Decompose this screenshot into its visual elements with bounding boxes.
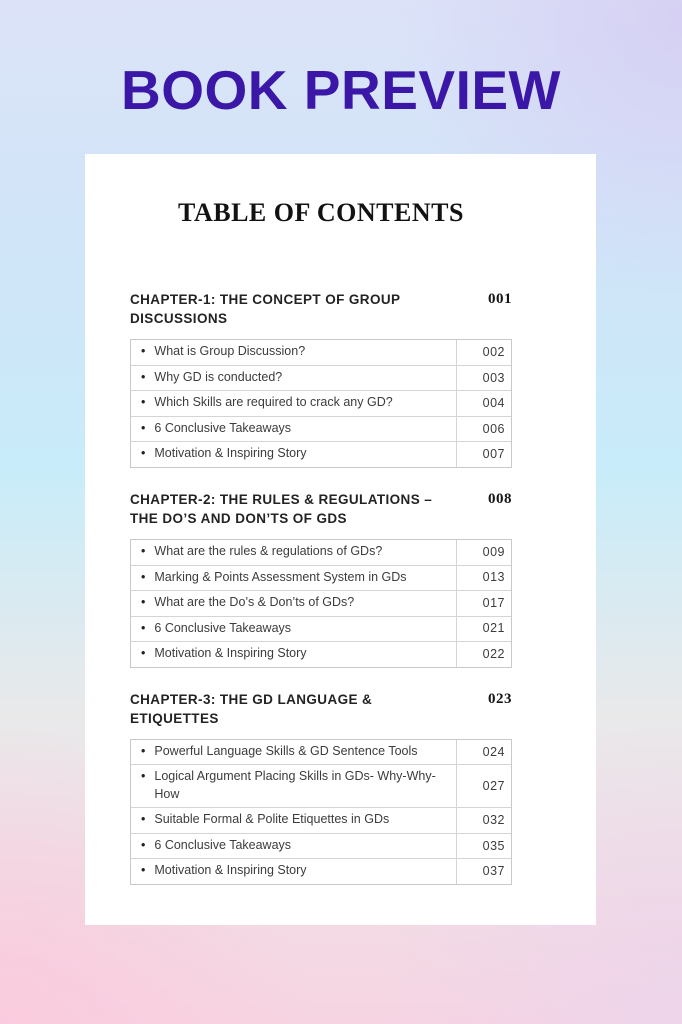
toc-entry-label: Which Skills are required to crack any GD? xyxy=(154,395,393,410)
table-row xyxy=(131,833,511,859)
bullet-icon: • xyxy=(141,544,146,559)
bullet-icon: • xyxy=(141,769,146,784)
bullet-icon: • xyxy=(141,837,146,852)
toc-entry-page: 037 xyxy=(482,864,505,879)
table-row xyxy=(131,740,511,765)
toc-entry xyxy=(131,417,457,442)
toc-entry xyxy=(131,566,457,591)
toc-entry-label: Suitable Formal & Polite Etiquettes in GDs xyxy=(154,812,390,827)
bullet-icon: • xyxy=(141,569,146,584)
chapter-section-2 xyxy=(130,490,512,668)
toc-entry-page: 035 xyxy=(482,838,505,853)
toc-entry xyxy=(131,617,457,642)
bullet-icon: • xyxy=(141,646,146,661)
toc-entry-page: 017 xyxy=(482,595,505,610)
chapter-section-1 xyxy=(130,290,512,468)
table-row xyxy=(131,365,511,391)
bullet-icon: • xyxy=(141,369,146,384)
table-row xyxy=(131,641,511,667)
chapter-3-table xyxy=(130,739,512,885)
toc-entry xyxy=(131,859,457,884)
toc-entry-page: 006 xyxy=(482,421,505,436)
toc-entry xyxy=(131,642,457,667)
table-row xyxy=(131,565,511,591)
toc-entry-page: 004 xyxy=(482,396,505,411)
chapter-1-table xyxy=(130,339,512,468)
table-row xyxy=(131,390,511,416)
toc-page-card xyxy=(85,154,596,925)
bullet-icon: • xyxy=(141,812,146,827)
toc-title: TABLE OF CONTENTS xyxy=(178,198,464,227)
table-row xyxy=(131,416,511,442)
toc-entry-page: 013 xyxy=(482,570,505,585)
toc-entry-label: Marking & Points Assessment System in GDs xyxy=(154,569,407,584)
chapter-3-heading-row xyxy=(130,690,512,728)
table-row xyxy=(131,807,511,833)
chapter-2-heading-row xyxy=(130,490,512,528)
toc-entry-label: Motivation & Inspiring Story xyxy=(154,646,307,661)
table-row xyxy=(131,540,511,565)
toc-entry xyxy=(131,391,457,416)
bullet-icon: • xyxy=(141,620,146,635)
toc-entry-label: What is Group Discussion? xyxy=(154,344,306,359)
toc-entry-label: What are the Do’s & Don’ts of GDs? xyxy=(154,595,355,610)
toc-entry-label: 6 Conclusive Takeaways xyxy=(154,420,292,435)
toc-entry-label: 6 Conclusive Takeaways xyxy=(154,620,292,635)
toc-entry-page: 002 xyxy=(482,345,505,360)
bullet-icon: • xyxy=(141,395,146,410)
book-preview-banner: BOOK PREVIEW xyxy=(121,59,561,121)
toc-entry-label: Motivation & Inspiring Story xyxy=(154,446,307,461)
chapter-3-title: CHAPTER-3: THE GD LANGUAGE & ETIQUETTES xyxy=(130,691,373,726)
bullet-icon: • xyxy=(141,420,146,435)
table-row xyxy=(131,441,511,467)
chapter-2-table xyxy=(130,539,512,668)
bullet-icon: • xyxy=(141,344,146,359)
toc-page-content xyxy=(85,154,596,885)
toc-entry xyxy=(131,591,457,616)
toc-entry xyxy=(131,540,457,565)
bullet-icon: • xyxy=(141,743,146,758)
toc-entry-label: What are the rules & regulations of GDs? xyxy=(154,544,383,559)
bullet-icon: • xyxy=(141,863,146,878)
chapter-2-title: CHAPTER-2: THE RULES & REGULATIONS – THE DO’S AND DON’TS OF GDS xyxy=(130,491,433,526)
toc-entry-label: Powerful Language Skills & GD Sentence Tools xyxy=(154,743,418,758)
bullet-icon: • xyxy=(141,595,146,610)
toc-entry xyxy=(131,765,457,807)
chapter-1-page-number: 001 xyxy=(488,291,512,307)
chapter-1-title: CHAPTER-1: THE CONCEPT OF GROUP DISCUSSIONS xyxy=(130,292,401,327)
table-row xyxy=(131,590,511,616)
chapter-3-page-number: 023 xyxy=(488,690,512,707)
toc-entry-page: 024 xyxy=(482,744,505,759)
toc-entry-page: 007 xyxy=(482,447,505,462)
toc-entry-label: Why GD is conducted? xyxy=(154,369,283,384)
table-row xyxy=(131,858,511,884)
table-row xyxy=(131,764,511,807)
toc-entry xyxy=(131,808,457,833)
table-row xyxy=(131,616,511,642)
toc-entry-page: 003 xyxy=(482,370,505,385)
toc-entry xyxy=(131,740,457,765)
toc-entry-page: 021 xyxy=(482,621,505,636)
toc-entry xyxy=(131,366,457,391)
toc-entry-page: 009 xyxy=(482,544,505,559)
toc-entry-label: Motivation & Inspiring Story xyxy=(154,863,307,878)
toc-entry xyxy=(131,834,457,859)
toc-entry-page: 032 xyxy=(482,813,505,828)
toc-entry-page: 027 xyxy=(482,778,505,793)
toc-entry xyxy=(131,442,457,467)
chapter-1-heading-row xyxy=(130,290,512,328)
toc-entry-label: Logical Argument Placing Skills in GDs- Why-Why-How xyxy=(154,769,436,801)
toc-entry-page: 022 xyxy=(482,646,505,661)
bullet-icon: • xyxy=(141,446,146,461)
table-row xyxy=(131,340,511,365)
chapter-section-3 xyxy=(130,690,512,885)
chapter-2-page-number: 008 xyxy=(488,490,512,507)
toc-entry xyxy=(131,340,457,365)
toc-entry-label: 6 Conclusive Takeaways xyxy=(154,837,292,852)
